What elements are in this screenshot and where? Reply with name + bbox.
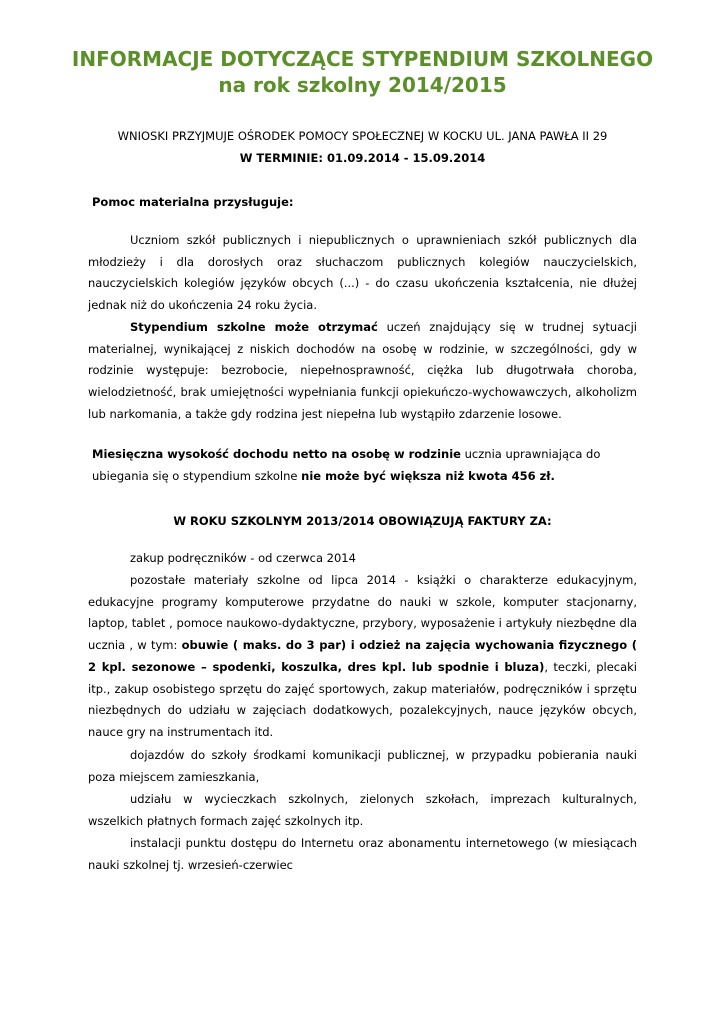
page-title: INFORMACJE DOTYCZĄCE STYPENDIUM SZKOLNEGO na rok szkolny 2014/2015 <box>71 47 654 97</box>
eligibility-paragraph: Uczniom szkół publicznych i niepublicznych o uprawnieniach szkół publicznych dla młodzieży i dla dorosłych oraz słuchaczom publicznych kolegiów nauczycielskich, nauczycielskich kolegiów języków obcych (...) - do czasu ukończenia kształcenia, nie dłużej jednak niż do ukończenia 24 roku życia. <box>88 233 637 313</box>
item-textbooks: zakup podręczników - od czerwca 2014 <box>130 551 356 565</box>
item-transport: dojazdów do szkoły środkami komunikacji publicznej, w przypadku pobierania nauki poza miejscem zamieszkania, <box>88 748 637 784</box>
materials-bold: obuwie ( maks. do 3 par) i odzież na zajęcia wychowania fizycznego ( 2 kpl. sezonowe – spodenki, koszulka, dres kpl. lub spodnie i bluza) <box>88 638 637 674</box>
scholarship-text: uczeń znajdujący się w trudnej sytuacji materialnej, wynikającej z niskich dochodów na osobę w rodzinie, w szczególności, gdy w rodzinie występuje: bezrobocie, niepełnosprawność, ciężka lub długotrwała choroba, wielodzietność, brak umiejętności wypełniania funkcji opiekuńczo-wychowawczych, alkoholizm lub narkomania, a także gdy rodzina jest niepełna lub wystąpiło zdarzenie losowe. <box>88 320 637 421</box>
materials-text-1: pozostałe materiały szkolne od lipca 2014 - książki o charakterze edukacyjnym, edukacyjne programy komputerowe przydatne do nauki w szkole, komputer stacjonarny, laptop, tablet , pomoce naukowo-dydaktyczne, przybory, wyposażenie i artykuły niezbędne dla ucznia , w tym: <box>88 573 637 653</box>
invoices-heading: W ROKU SZKOLNYM 2013/2014 OBOWIĄZUJĄ FAKTURY ZA: <box>173 514 552 528</box>
income-paragraph <box>92 444 632 487</box>
materials-text-2: , teczki, plecaki itp., zakup osobistego sprzętu do zajęć sportowych, zakup materiałów, podręczników i sprzętu niezbędnych do udziału w zajęciach dodatkowych, pozalekcyjnych, nauce języków obcych, nauce gry na instrumentach itd. <box>88 659 637 739</box>
item-materials <box>88 570 637 744</box>
deadline-line: W TERMINIE: 01.09.2014 - 15.09.2014 <box>239 151 486 165</box>
scholarship-paragraph <box>88 317 637 426</box>
income-text: ucznia uprawniająca do ubiegania się o stypendium szkolne <box>92 447 601 483</box>
item-internet: instalacji punktu dostępu do Internetu oraz abonamentu internetowego (w miesiącach nauki szkolnej tj. wrzesień-czerwiec <box>88 836 637 872</box>
scholarship-bold: Stypendium szkolne może otrzymać <box>130 320 378 334</box>
applications-line: WNIOSKI PRZYJMUJE OŚRODEK POMOCY SPOŁECZNEJ W KOCKU UL. JANA PAWŁA II 29 <box>117 129 608 143</box>
income-bold-1: Miesięczna wysokość dochodu netto na osobę w rodzinie <box>92 447 461 461</box>
item-trips: udziału w wycieczkach szkolnych, zielonych szkołach, imprezach kulturalnych, wszelkich płatnych formach zajęć szkolnych itp. <box>88 792 637 828</box>
income-bold-2: nie może być większa niż kwota 456 zł. <box>301 468 555 483</box>
section-heading: Pomoc materialna przysługuje: <box>92 195 294 209</box>
